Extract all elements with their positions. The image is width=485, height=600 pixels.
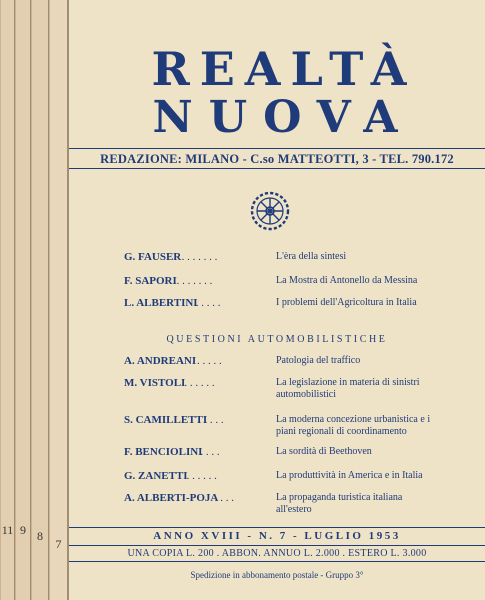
toc-article: La moderna concezione urbanistica e i piani regionali di coordinamento xyxy=(276,414,431,437)
toc-article: La sordità di Beethoven xyxy=(276,446,372,457)
magazine-cover xyxy=(68,0,485,600)
toc-article: Patologia del traffico xyxy=(276,355,361,366)
spine-issue-7 xyxy=(49,0,68,600)
postal-line: Spedizione in abbonamento postale - Gruppo 3° xyxy=(190,570,364,580)
toc-author: F. BENCIOLINI xyxy=(124,446,203,458)
spine-label: 11 xyxy=(1,523,14,537)
dot-leader: . . . . . xyxy=(193,297,221,309)
editorial-address: REDAZIONE: MILANO - C.so MATTEOTTI, 3 - TEL. 790.172 xyxy=(100,152,454,166)
rule-top xyxy=(69,148,485,149)
masthead-line-1: REALTÀ xyxy=(151,42,417,96)
dot-leader: . . . . xyxy=(197,446,220,458)
toc-author: A. ALBERTI-POJA xyxy=(124,492,219,504)
spine-issue-9 xyxy=(15,0,31,600)
toc-author: M. VISTOLI xyxy=(124,377,186,389)
price-line: UNA COPIA L. 200 . ABBON. ANNUO L. 2.000 . ESTERO L. 3.000 xyxy=(127,548,427,559)
dot-leader: . . . . . . . xyxy=(178,251,218,263)
rule-mid-footer xyxy=(69,545,485,546)
toc-author: S. CAMILLETTI xyxy=(124,414,208,426)
toc-author: L. ALBERTINI xyxy=(124,297,198,309)
toc-article: La Mostra di Antonello da Messina xyxy=(276,275,418,286)
toc-author: F. SAPORI xyxy=(124,275,177,287)
spine-issue-11 xyxy=(0,0,15,600)
issue-line: ANNO XVIII - N. 7 - LUGLIO 1953 xyxy=(153,530,401,542)
masthead-line-2: NUOVA xyxy=(152,92,414,143)
toc-article: I problemi dell'Agricoltura in Italia xyxy=(276,297,417,308)
toc-article: L'èra della sintesi xyxy=(276,251,347,262)
dot-leader: . . . . xyxy=(211,492,234,504)
toc-article: La produttività in America e in Italia xyxy=(276,470,423,481)
rule-above-issue xyxy=(69,527,485,528)
toc-article: La propaganda turistica italiana all'estero xyxy=(276,492,403,515)
dot-leader: . . . . . xyxy=(194,355,222,367)
toc-author: G. ZANETTI xyxy=(124,470,188,482)
rotary-emblem-icon xyxy=(250,191,290,231)
spine-label: 9 xyxy=(20,523,26,537)
toc-author: A. ANDREANI xyxy=(124,355,197,367)
spine-label: 8 xyxy=(37,529,43,543)
dot-leader: . . . . . . xyxy=(183,470,217,482)
rule-below-prices xyxy=(69,561,485,562)
spine-label: 7 xyxy=(55,537,62,551)
rule-under-address xyxy=(69,168,485,169)
dot-leader: . . . . . . . xyxy=(173,275,213,287)
dot-leader: . . . . xyxy=(201,414,224,426)
toc-author: G. FAUSER xyxy=(124,251,182,263)
toc-article: La legislazione in materia di sinistri automobilistici xyxy=(276,377,420,400)
spine-issue-8 xyxy=(31,0,49,600)
section-heading: QUESTIONI AUTOMOBILISTICHE xyxy=(166,334,388,345)
dot-leader: . . . . . . xyxy=(181,377,215,389)
